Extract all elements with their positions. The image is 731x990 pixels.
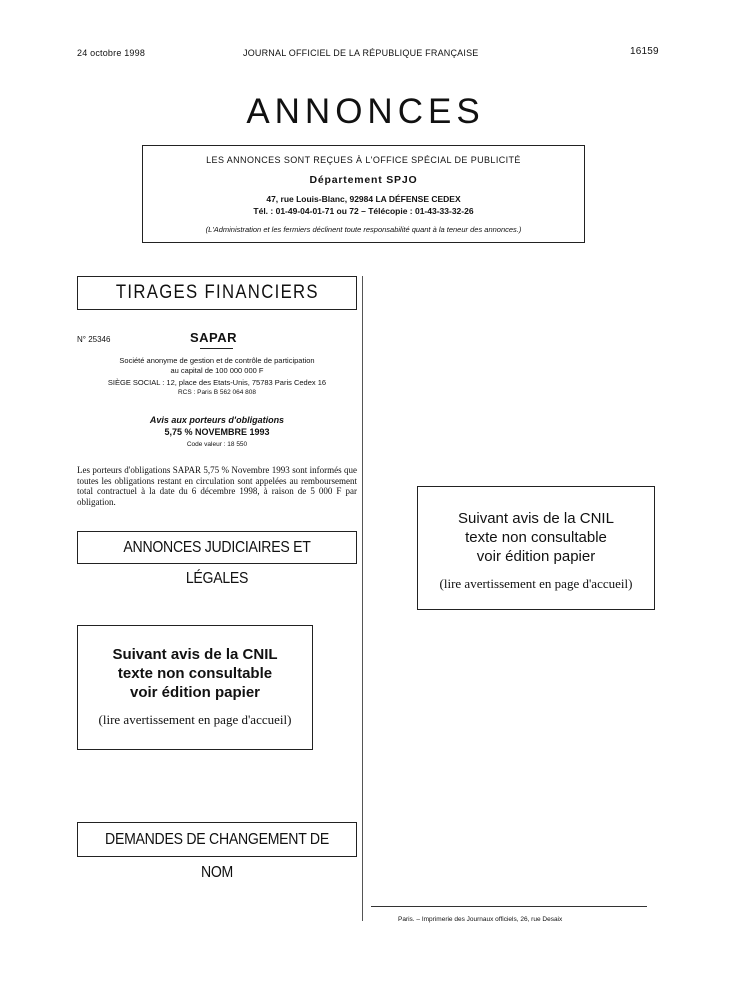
announcement-avis: Avis aux porteurs d'obligations xyxy=(149,415,285,425)
section-heading-text: DEMANDES DE CHANGEMENT DE NOM xyxy=(105,831,329,881)
header-page-number: 16159 xyxy=(630,46,659,57)
cnil-line: voir édition papier xyxy=(129,684,261,701)
announcement-company: SAPAR xyxy=(190,330,238,345)
section-heading-judiciaires xyxy=(77,531,357,587)
cnil-line: texte non consultable xyxy=(465,529,607,546)
column-divider xyxy=(362,276,363,921)
section-heading-demandes xyxy=(77,822,357,881)
page-title: ANNONCES xyxy=(246,92,485,131)
box-bottom-rule xyxy=(417,609,655,610)
section-heading-text: ANNONCES JUDICIAIRES ET LÉGALES xyxy=(123,539,311,587)
company-siege: SIÈGE SOCIAL : 12, place des Etats-Unis, 75783 Paris Cedex 16 xyxy=(107,378,327,387)
cnil-notice-box xyxy=(417,487,655,609)
box-top-rule xyxy=(77,625,313,626)
section-heading-tirages xyxy=(77,276,357,310)
cnil-notice-box xyxy=(77,626,313,749)
header-journal-title: JOURNAL OFFICIEL DE LA RÉPUBLIQUE FRANÇAISE xyxy=(243,48,479,58)
notice-phone: Tél. : 01-49-04-01-71 ou 72 – Télécopie : 01-43-33-32-26 xyxy=(253,206,474,216)
notice-box xyxy=(142,145,585,243)
cnil-line: texte non consultable xyxy=(117,665,273,682)
cnil-line: Suivant avis de la CNIL xyxy=(112,646,278,663)
announcement-code: Code valeur : 18 550 xyxy=(186,441,248,448)
box-top-rule xyxy=(417,486,655,487)
footer-printer: Paris. – Imprimerie des Journaux officiels, 26, rue Desaix xyxy=(398,916,563,923)
announcement-number: N° 25346 xyxy=(77,335,111,344)
cnil-warning: (lire avertissement en page d'accueil) xyxy=(439,576,633,591)
cnil-line: voir édition papier xyxy=(476,548,596,565)
notice-address: 47, rue Louis-Blanc, 92984 LA DÉFENSE CEDEX xyxy=(266,194,461,204)
cnil-warning: (lire avertissement en page d'accueil) xyxy=(98,712,292,727)
company-description: Société anonyme de gestion et de contrôle de participation xyxy=(119,356,315,365)
notice-department: Département SPJO xyxy=(309,174,418,186)
header-date: 24 octobre 1998 xyxy=(77,48,146,58)
company-rcs: RCS : Paris B 562 064 808 xyxy=(177,389,257,396)
footer-rule xyxy=(371,906,647,907)
announcement-body: Les porteurs d'obligations SAPAR 5,75 % Novembre 1993 sont informés que toutes les obligations restant en circulation sont appelées au remboursement total contractuel à la date du 6 décembre 1998, à raison de 5 000 F par obligation. xyxy=(77,465,357,507)
notice-disclaimer: (L'Administration et les fermiers déclinent toute responsabilité quant à la teneur des annonces.) xyxy=(205,225,522,234)
notice-line: LES ANNONCES SONT REÇUES À L'OFFICE SPÉCIAL DE PUBLICITÉ xyxy=(206,155,521,165)
announcement-issue: 5,75 % NOVEMBRE 1993 xyxy=(164,427,270,437)
box-bottom-rule xyxy=(77,749,313,750)
company-capital: au capital de 100 000 000 F xyxy=(170,366,264,375)
section-heading-text: TIRAGES FINANCIERS xyxy=(115,282,319,303)
cnil-line: Suivant avis de la CNIL xyxy=(458,510,614,527)
announcement-rule xyxy=(200,348,233,349)
